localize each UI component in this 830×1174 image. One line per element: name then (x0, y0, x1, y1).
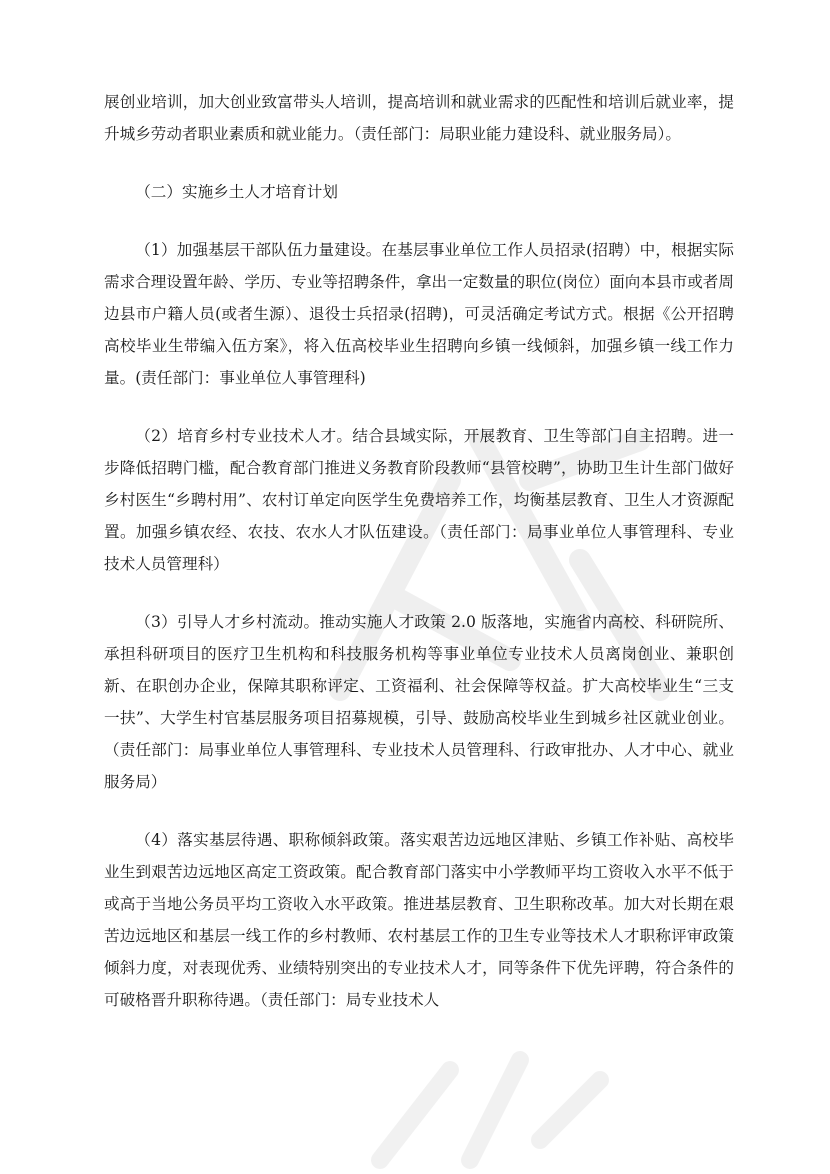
document-body (104, 86, 734, 1016)
paragraph-continued: 展创业培训，加大创业致富带头人培训，提高培训和就业需求的匹配性和培训后就业率，提升城乡劳动者职业素质和就业能力。（责任部门：局职业能力建设科、就业服务局）。 (104, 93, 734, 143)
paragraph-item-1: （1）加强基层干部队伍力量建设。在基层事业单位工作人员招录(招聘）中，根据实际需求合理设置年龄、学历、专业等招聘条件，拿出一定数量的职位(岗位）面向本县市或者周边县市户籍人员(或者生源）、退役士兵招录(招聘)，可灵活确定考试方式。根据《公开招聘高校毕业生带编入伍方案》，将入伍高校毕业生招聘向乡镇一线倾斜，加强乡镇一线工作力量。(责任部门：事业单位人事管理科) (104, 241, 734, 387)
section-heading: （二）实施乡土人才培育计划 (135, 183, 338, 201)
paragraph-item-4: （4）落实基层待遇、职称倾斜政策。落实艰苦边远地区津贴、乡镇工作补贴、高校毕业生到艰苦边远地区高定工资政策。配合教育部门落实中小学教师平均工资收入水平不低于或高于当地公务员平均工资收入水平政策。推进基层教育、卫生职称改革。加大对长期在艰苦边远地区和基层一线工作的乡村教师、农村基层工作的卫生专业等技术人才职称评审政策倾斜力度，对表现优秀、业绩特别突出的专业技术人才，同等条件下优先评聘，符合条件的可破格晋升职称待遇。（责任部门：局专业技术人 (104, 831, 734, 1009)
paragraph-item-2: （2）培育乡村专业技术人才。结合县域实际，开展教育、卫生等部门自主招聘。进一步降低招聘门槛，配合教育部门推进义务教育阶段教师“县管校聘”，协助卫生计生部门做好乡村医生“乡聘村用”、农村订单定向医学生免费培养工作，均衡基层教育、卫生人才资源配置。加强乡镇农经、农技、农水人才队伍建设。（责任部门：局事业单位人事管理科、专业技术人员管理科） (104, 427, 734, 573)
paragraph-item-3: （3）引导人才乡村流动。推动实施人才政策 2.0 版落地，实施省内高校、科研院所、承担科研项目的医疗卫生机构和科技服务机构等事业单位专业技术人员离岗创业、兼职创新、在职创办企业，保障其职称评定、工资福利、社会保障等权益。扩大高校毕业生“三支一扶”、大学生村官基层服务项目招募规模，引导、鼓励高校毕业生到城乡社区就业创业。（责任部门：局事业单位人事管理科、专业技术人员管理科、行政审批办、人才中心、就业服务局） (104, 613, 734, 791)
watermark-corner-icon (360, 1040, 620, 1170)
